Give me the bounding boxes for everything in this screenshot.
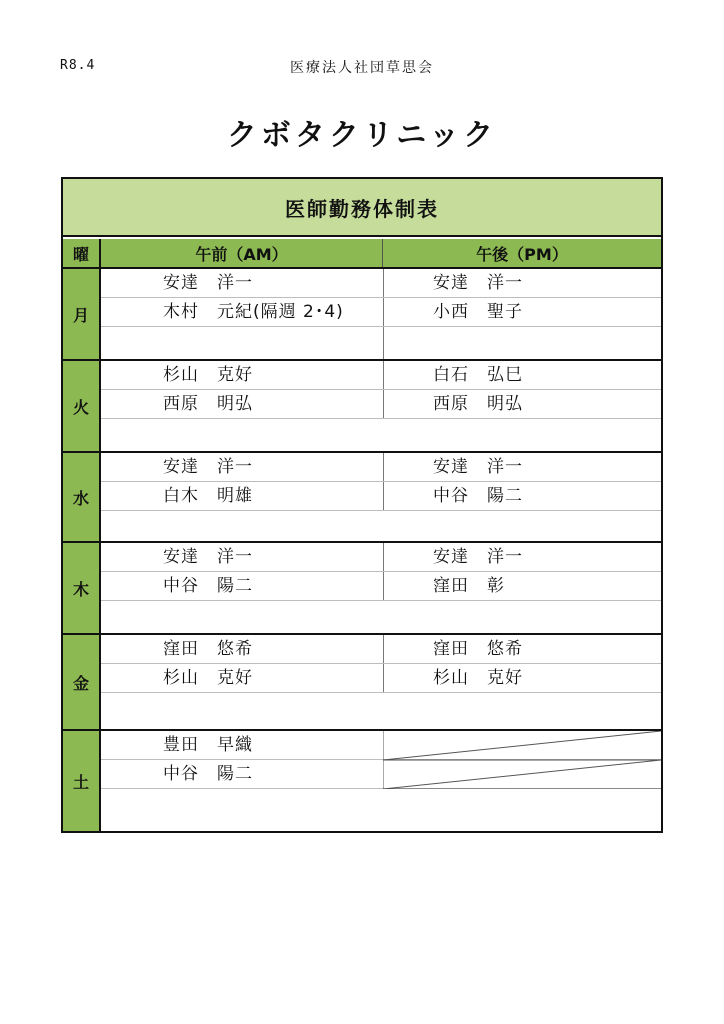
pm-doctor: 西原 明弘 [433,394,523,414]
date-label: R8.4 [60,58,96,73]
am-doctor: 豊田 早織 [163,735,253,755]
schedule-row [101,511,661,540]
schedule-row [101,298,661,327]
am-doctor: 白木 明雄 [163,486,253,506]
schedule-row [101,635,661,664]
day-block-monday [63,269,661,359]
day-block-thursday [63,541,661,633]
schedule-row [101,327,661,356]
schedule-row [101,419,661,448]
schedule-row [101,789,661,818]
schedule-row [101,543,661,572]
am-doctor: 杉山 克好 [163,668,253,688]
day-label: 火 [63,361,101,451]
pm-closed-slash [383,731,661,789]
schedule-row [101,453,661,482]
am-doctor: 窪田 悠希 [163,639,253,659]
day-block-friday [63,633,661,729]
schedule-row [101,664,661,693]
column-header-am: 午前（AM） [101,239,383,267]
am-doctor: 中谷 陽二 [163,764,253,784]
organization-name: 医療法人社団草思会 [290,60,434,76]
schedule-table [61,177,663,833]
clinic-name: クボタクリニック [226,118,498,153]
day-block-saturday [63,729,661,831]
header-row [63,239,661,269]
pm-doctor: 白石 弘巳 [433,365,523,385]
column-header-pm: 午後（PM） [476,244,568,264]
day-label: 月 [63,269,101,359]
pm-doctor: 安達 洋一 [433,547,523,567]
schedule-row [101,361,661,390]
pm-doctor: 安達 洋一 [433,457,523,477]
pm-doctor: 窪田 悠希 [433,639,523,659]
day-label: 木 [63,543,101,633]
schedule-row [101,482,661,511]
schedule-row [101,572,661,601]
day-block-wednesday [63,451,661,541]
pm-doctor: 杉山 克好 [433,668,523,688]
am-doctor: 安達 洋一 [163,273,253,293]
column-header-day: 曜 [63,239,101,267]
pm-doctor: 小西 聖子 [433,302,523,322]
am-doctor: 安達 洋一 [163,457,253,477]
day-label: 水 [63,453,101,541]
pm-doctor: 中谷 陽二 [433,486,523,506]
pm-doctor: 安達 洋一 [433,273,523,293]
am-doctor: 中谷 陽二 [163,576,253,596]
day-label: 土 [63,731,101,831]
schedule-row [101,601,661,630]
day-block-tuesday [63,359,661,451]
schedule-row [101,693,661,722]
day-label: 金 [63,635,101,729]
pm-doctor: 窪田 彰 [433,576,505,596]
am-doctor: 西原 明弘 [163,394,253,414]
schedule-row [101,390,661,419]
schedule-row [101,269,661,298]
am-doctor: 安達 洋一 [163,547,253,567]
am-doctor: 杉山 克好 [163,365,253,385]
table-title: 医師勤務体制表 [63,179,661,237]
am-doctor: 木村 元紀(隔週 2･4) [163,302,344,322]
